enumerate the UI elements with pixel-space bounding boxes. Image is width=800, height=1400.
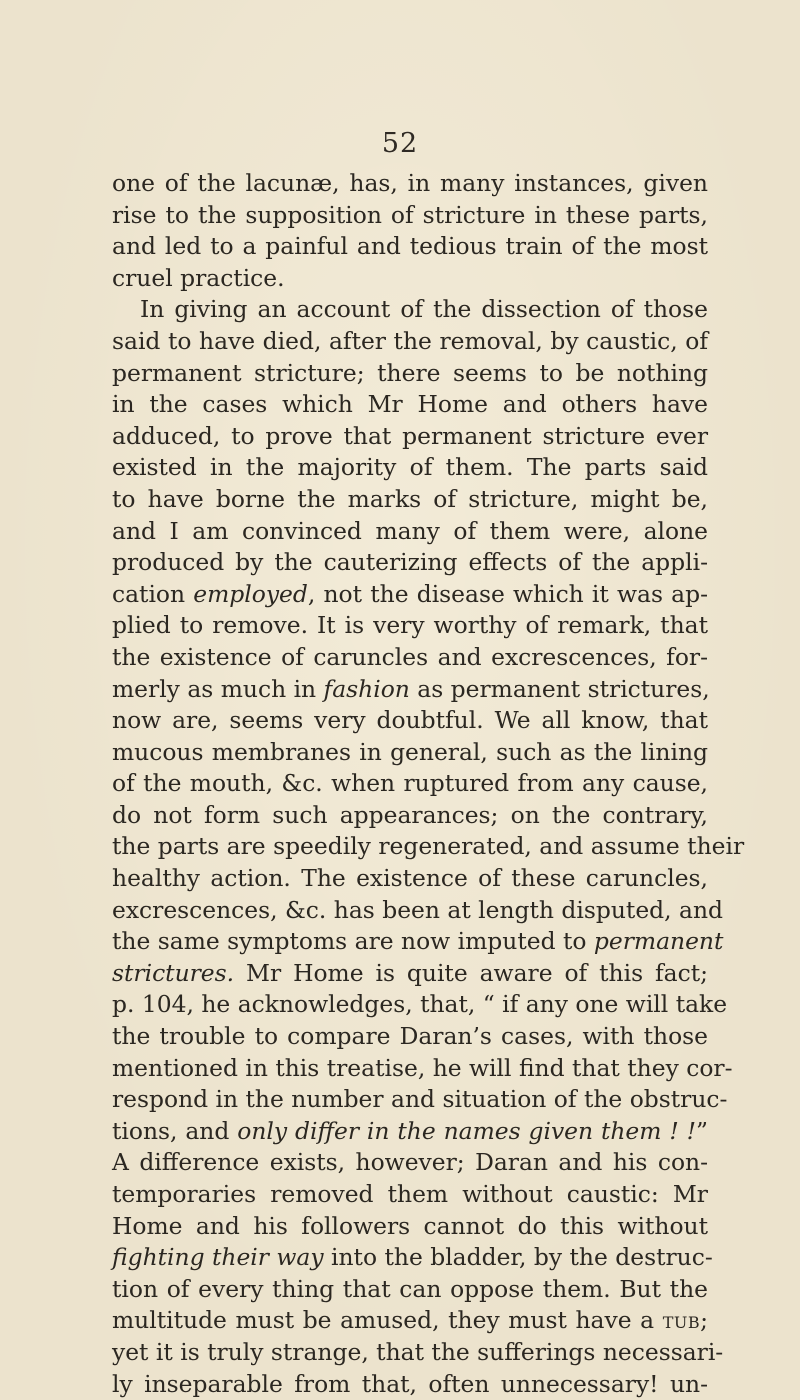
text-line <box>112 579 708 611</box>
text-line <box>112 1147 708 1179</box>
italic-text: strictures. <box>112 958 235 987</box>
text-line <box>112 294 708 326</box>
page-number: 52 <box>381 128 419 159</box>
text-line <box>112 1274 708 1306</box>
text-line <box>112 1179 708 1211</box>
text-line <box>112 1305 708 1337</box>
text-segment: cruel practice. <box>112 263 285 292</box>
text-segment: tions, and <box>112 1116 238 1145</box>
text-segment: p. 104, he acknowledges, that, “ if any one will take <box>112 990 728 1019</box>
text-segment: ly inseparable from that, often unnecessary! un- <box>112 1369 708 1398</box>
text-segment: yet it is truly strange, that the sufferings necessari- <box>112 1337 724 1366</box>
text-line <box>112 263 708 295</box>
text-line <box>112 1116 708 1148</box>
text-line <box>112 831 745 863</box>
text-segment: mucous membranes in general, such as the lining <box>112 737 708 766</box>
text-segment: temporaries removed them without caustic: Mr <box>112 1180 708 1208</box>
text-line <box>112 989 728 1021</box>
text-line <box>112 1084 728 1116</box>
text-line <box>112 737 708 769</box>
text-line <box>112 926 724 958</box>
italic-text: employed <box>193 579 308 608</box>
text-segment: , not the disease which it was ap- <box>307 579 708 608</box>
text-line <box>112 452 708 484</box>
text-line <box>112 200 708 232</box>
text-segment: and led to a painful and tedious train of the most <box>112 232 708 261</box>
text-segment: respond in the number and situation of the obstruc- <box>112 1085 728 1114</box>
italic-text: fighting their way <box>112 1243 324 1272</box>
text-segment: and I am convinced many of them were, alone <box>112 516 708 545</box>
text-line <box>112 168 708 200</box>
text-segment: rise to the supposition of stricture in these parts, <box>112 200 708 229</box>
italic-text: fashion <box>323 674 410 703</box>
text-segment: said to have died, after the removal, by caustic, of <box>112 326 708 355</box>
text-line <box>112 1242 713 1274</box>
text-line <box>112 389 708 421</box>
text-line <box>112 547 708 579</box>
text-segment: the same symptoms are now imputed to <box>112 927 594 956</box>
text-line <box>112 1369 708 1400</box>
text-segment: the parts are speedily regenerated, and assume their <box>112 832 745 861</box>
text-segment: mentioned in this treatise, he will find that they cor- <box>112 1053 733 1082</box>
text-line <box>112 705 708 737</box>
text-line <box>112 610 708 642</box>
text-line <box>112 863 708 895</box>
text-line <box>112 1021 708 1053</box>
text-segment: merly as much in <box>112 674 324 703</box>
text-segment: A difference exists, however; Daran and his con- <box>112 1148 708 1177</box>
text-segment: cation <box>112 579 194 608</box>
text-segment: healthy action. The existence of these caruncles, <box>112 864 708 893</box>
body-text <box>112 168 745 1400</box>
text-segment: Mr Home is quite aware of this fact; <box>234 958 708 987</box>
text-line <box>112 642 708 674</box>
text-segment: tion of every thing that can oppose them. But the <box>112 1274 708 1303</box>
text-segment: into the bladder, by the destruc- <box>323 1243 713 1272</box>
text-line <box>112 421 708 453</box>
text-segment: of the mouth, &c. when ruptured from any cause, <box>112 769 708 798</box>
text-line <box>112 484 708 516</box>
small-caps-text: tub <box>662 1306 701 1335</box>
text-segment: In giving an account of the dissection of those <box>140 295 708 324</box>
text-segment: permanent stricture; there seems to be nothing <box>112 358 708 387</box>
text-segment: as permanent strictures, <box>409 674 710 703</box>
text-segment: to have borne the marks of stricture, might be, <box>112 484 708 513</box>
text-segment: ; <box>700 1306 708 1335</box>
text-line <box>112 1211 708 1243</box>
text-line <box>112 516 708 548</box>
text-segment: in the cases which Mr Home and others have <box>112 390 708 419</box>
text-line <box>112 358 708 390</box>
text-line <box>112 800 708 832</box>
text-line <box>112 326 708 358</box>
text-line <box>112 768 708 800</box>
italic-text: permanent <box>593 927 724 956</box>
text-line <box>112 1337 724 1369</box>
text-segment: multitude must be amused, they must have a <box>112 1306 663 1335</box>
text-segment: ” <box>696 1116 709 1145</box>
text-segment: now are, seems very doubtful. We all know, that <box>112 706 708 735</box>
text-line <box>112 1053 733 1085</box>
text-segment: do not form such appearances; on the contrary, <box>112 800 708 829</box>
text-segment: produced by the cauterizing effects of the appli- <box>112 548 708 577</box>
text-segment: adduced, to prove that permanent stricture ever <box>112 421 708 450</box>
text-segment: plied to remove. It is very worthy of remark, that <box>112 611 708 640</box>
text-segment: the trouble to compare Daran’s cases, with those <box>112 1022 708 1051</box>
text-segment: the existence of caruncles and excrescences, for- <box>112 642 708 671</box>
text-segment: excrescences, &c. has been at length disputed, and <box>112 895 723 924</box>
text-line <box>112 231 708 263</box>
text-line <box>112 895 723 927</box>
italic-text: only differ in the names given them ! ! <box>237 1116 697 1145</box>
text-line <box>112 674 708 706</box>
text-segment: existed in the majority of them. The parts said <box>112 453 708 482</box>
text-segment: one of the lacunæ, has, in many instances, given <box>112 169 708 197</box>
text-segment: Home and his followers cannot do this without <box>112 1211 708 1240</box>
text-line <box>112 958 708 990</box>
